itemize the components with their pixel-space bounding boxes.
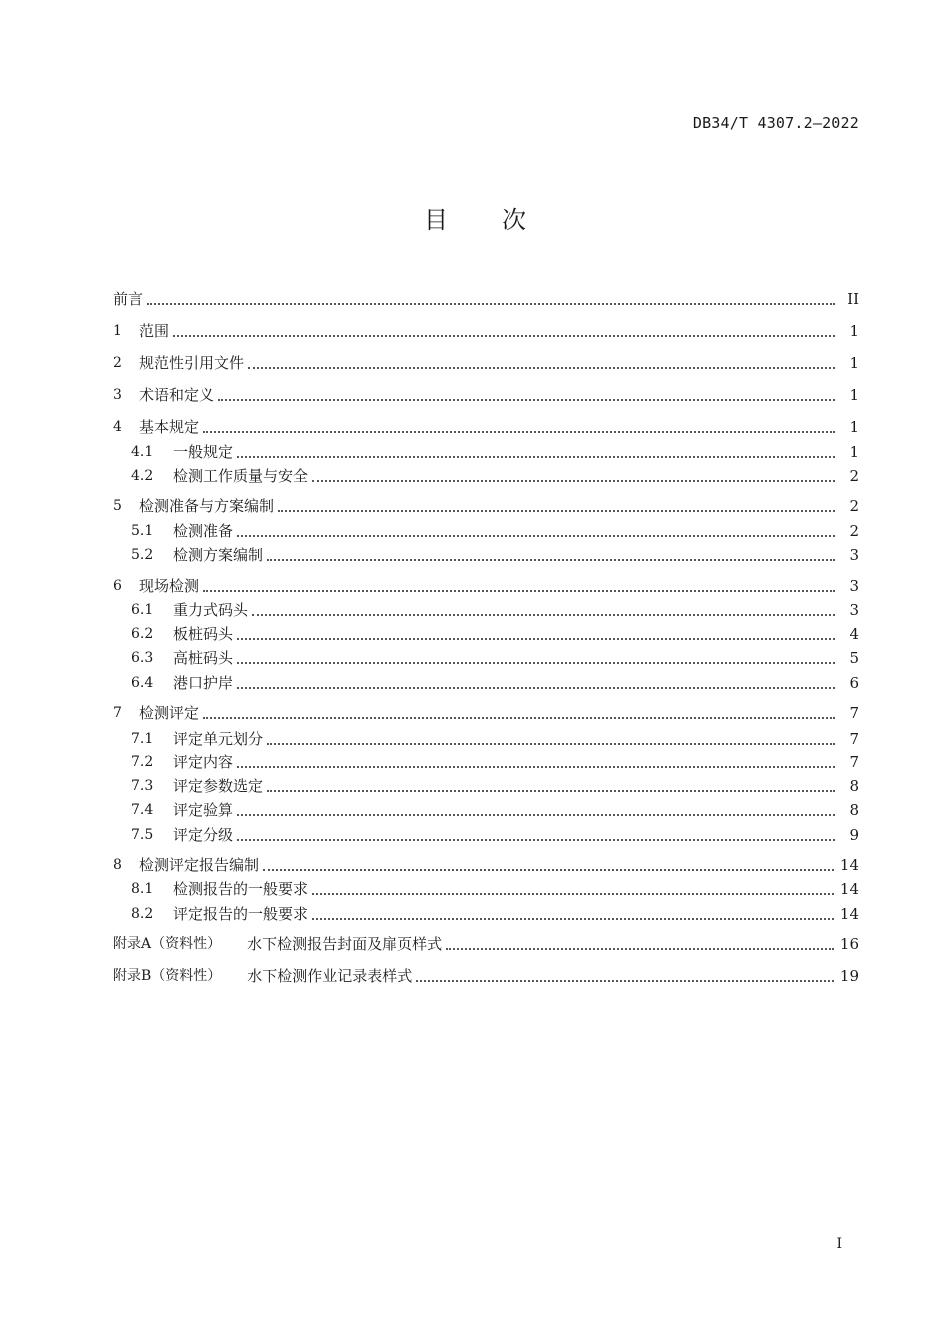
toc-leader <box>312 480 835 482</box>
toc-entry-page: 14 <box>839 856 859 874</box>
toc-entry-page: 9 <box>849 826 859 844</box>
toc-leader <box>312 918 834 920</box>
toc-leader <box>312 893 834 895</box>
toc-entry-page: 2 <box>849 522 859 540</box>
toc-entry-label: 评定参数选定 <box>173 777 264 795</box>
toc-entry-label: 检测评定 <box>139 704 200 722</box>
toc-entry-number: 4.2 <box>131 468 154 484</box>
toc-entry-number: 5.1 <box>131 523 154 539</box>
toc-entry-page: 1 <box>849 386 859 404</box>
toc-entry-label: 水下检测报告封面及扉页样式 <box>247 935 443 953</box>
toc-entry-label: 检测方案编制 <box>173 546 264 564</box>
toc-entry-6-3[interactable] <box>113 647 859 669</box>
toc-leader <box>267 790 835 792</box>
toc-entry-number: 附录A（资料性） <box>113 936 222 952</box>
toc-leader <box>237 766 835 768</box>
toc-entry-label: 评定验算 <box>173 801 234 819</box>
toc-entry-number: 附录B（资料性） <box>113 968 222 984</box>
toc-entry-label: 规范性引用文件 <box>139 354 245 372</box>
toc-entry-label: 板桩码头 <box>173 625 234 643</box>
toc-entry-label: 高桩码头 <box>173 649 234 667</box>
toc-entry-number: 6.1 <box>131 602 154 618</box>
footer-page-number: I <box>836 1236 842 1252</box>
toc-entry-number: 4 <box>113 419 122 435</box>
toc-entry-label: 水下检测作业记录表样式 <box>247 967 413 985</box>
toc-entry-number: 2 <box>113 355 122 371</box>
toc-entry-label: 检测准备 <box>173 522 234 540</box>
toc-entry-5-2[interactable] <box>113 544 859 566</box>
toc-leader <box>203 590 835 592</box>
toc-entry-6-4[interactable] <box>113 672 859 694</box>
toc-entry-page: 14 <box>839 880 859 898</box>
toc-leader <box>237 687 835 689</box>
toc-leader <box>278 510 835 512</box>
toc-leader <box>237 814 835 816</box>
toc-entry-number: 7.3 <box>131 778 154 794</box>
toc-entry-page: 5 <box>849 649 859 667</box>
toc-entry-page: 1 <box>849 443 859 461</box>
toc-leader <box>416 980 834 982</box>
toc-leader <box>267 559 835 561</box>
toc-leader <box>173 335 835 337</box>
toc-entry-label: 现场检测 <box>139 577 200 595</box>
toc-entry-3[interactable] <box>113 384 859 406</box>
toc-leader <box>203 431 835 433</box>
toc-entry-foreword[interactable] <box>113 288 859 310</box>
toc-leader <box>218 399 835 401</box>
toc-entry-page: 2 <box>849 467 859 485</box>
toc-entry-label: 评定分级 <box>173 826 234 844</box>
toc-entry-6-1[interactable] <box>113 599 859 621</box>
toc-entry-label: 评定报告的一般要求 <box>173 905 309 923</box>
toc-entry-5-1[interactable] <box>113 520 859 542</box>
toc-leader <box>237 662 835 664</box>
toc-entry-page: 8 <box>849 777 859 795</box>
toc-entry-number: 7.1 <box>131 731 154 747</box>
toc-entry-number: 6.3 <box>131 650 154 666</box>
toc-entry-8-2[interactable] <box>113 903 859 925</box>
toc-entry-label: 基本规定 <box>139 418 200 436</box>
toc-entry-8[interactable] <box>113 854 859 876</box>
toc-entry-label: 检测准备与方案编制 <box>139 497 275 515</box>
toc-entry-number: 6 <box>113 578 122 594</box>
toc-entry-page: 3 <box>849 601 859 619</box>
toc-entry-number: 6.2 <box>131 626 154 642</box>
toc-entry-7[interactable] <box>113 702 859 724</box>
toc-entry-7-4[interactable] <box>113 799 859 821</box>
toc-entry-page: 3 <box>849 577 859 595</box>
toc-entry-page: 16 <box>839 935 859 953</box>
toc-entry-number: 5.2 <box>131 547 154 563</box>
toc-entry-number: 8.2 <box>131 906 154 922</box>
toc-entry-2[interactable] <box>113 352 859 374</box>
document-number: DB34/T 4307.2—2022 <box>692 114 859 132</box>
toc-entry-number: 7.4 <box>131 802 154 818</box>
toc-entry-8-1[interactable] <box>113 878 859 900</box>
toc-entry-label: 评定内容 <box>173 753 234 771</box>
toc-entry-7-1[interactable] <box>113 728 859 750</box>
toc-entry-page: 7 <box>849 753 859 771</box>
toc-entry-number: 7.2 <box>131 754 154 770</box>
toc-entry-page: II <box>847 290 859 308</box>
toc-entry-page: 7 <box>849 704 859 722</box>
toc-entry-label: 评定单元划分 <box>173 730 264 748</box>
toc-entry-4-1[interactable] <box>113 441 859 463</box>
toc-leader <box>263 869 834 871</box>
toc-entry-number: 8.1 <box>131 881 154 897</box>
toc-entry-label: 前言 <box>113 290 144 308</box>
toc-entry-number: 5 <box>113 498 122 514</box>
toc-entry-number: 3 <box>113 387 122 403</box>
toc-entry-page: 1 <box>849 354 859 372</box>
toc-entry-number: 1 <box>113 323 122 339</box>
toc-leader <box>252 614 835 616</box>
toc-entry-1[interactable] <box>113 320 859 342</box>
toc-entry-page: 1 <box>849 418 859 436</box>
toc-entry-page: 3 <box>849 546 859 564</box>
toc-entry-5[interactable] <box>113 495 859 517</box>
toc-leader <box>446 948 834 950</box>
toc-entry-label: 重力式码头 <box>173 601 249 619</box>
toc-entry-7-2[interactable] <box>113 751 859 773</box>
toc-entry-7-5[interactable] <box>113 824 859 846</box>
toc-leader <box>237 456 835 458</box>
toc-entry-page: 8 <box>849 801 859 819</box>
toc-entry-number: 7 <box>113 705 122 721</box>
toc-entry-label: 检测工作质量与安全 <box>173 467 309 485</box>
toc-entry-page: 7 <box>849 730 859 748</box>
toc-entry-number: 4.1 <box>131 444 154 460</box>
toc-entry-number: 6.4 <box>131 675 154 691</box>
toc-entry-label: 检测评定报告编制 <box>139 856 260 874</box>
toc-entry-appendix-b[interactable] <box>113 965 859 987</box>
toc-entry-appendix-a[interactable] <box>113 933 859 955</box>
toc-entry-4[interactable] <box>113 416 859 438</box>
toc-entry-number: 7.5 <box>131 827 154 843</box>
toc-entry-page: 2 <box>849 497 859 515</box>
toc-leader <box>203 717 835 719</box>
toc-entry-number: 8 <box>113 857 122 873</box>
toc-entry-label: 范围 <box>139 322 170 340</box>
toc-entry-label: 港口护岸 <box>173 674 234 692</box>
toc-leader <box>237 839 835 841</box>
toc-leader <box>147 303 835 305</box>
toc-leader <box>237 535 835 537</box>
toc-entry-label: 一般规定 <box>173 443 234 461</box>
toc-entry-page: 1 <box>849 322 859 340</box>
toc-leader <box>248 367 835 369</box>
toc-entry-page: 6 <box>849 674 859 692</box>
toc-entry-label: 检测报告的一般要求 <box>173 880 309 898</box>
toc-entry-label: 术语和定义 <box>139 386 215 404</box>
toc-entry-6[interactable] <box>113 575 859 597</box>
toc-entry-6-2[interactable] <box>113 623 859 645</box>
toc-entry-page: 4 <box>849 625 859 643</box>
toc-entry-page: 19 <box>839 967 859 985</box>
toc-leader <box>237 638 835 640</box>
toc-entry-page: 14 <box>839 905 859 923</box>
toc-entry-7-3[interactable] <box>113 775 859 797</box>
toc-entry-4-2[interactable] <box>113 465 859 487</box>
toc-leader <box>267 743 835 745</box>
page-title: 目次 <box>424 206 580 234</box>
